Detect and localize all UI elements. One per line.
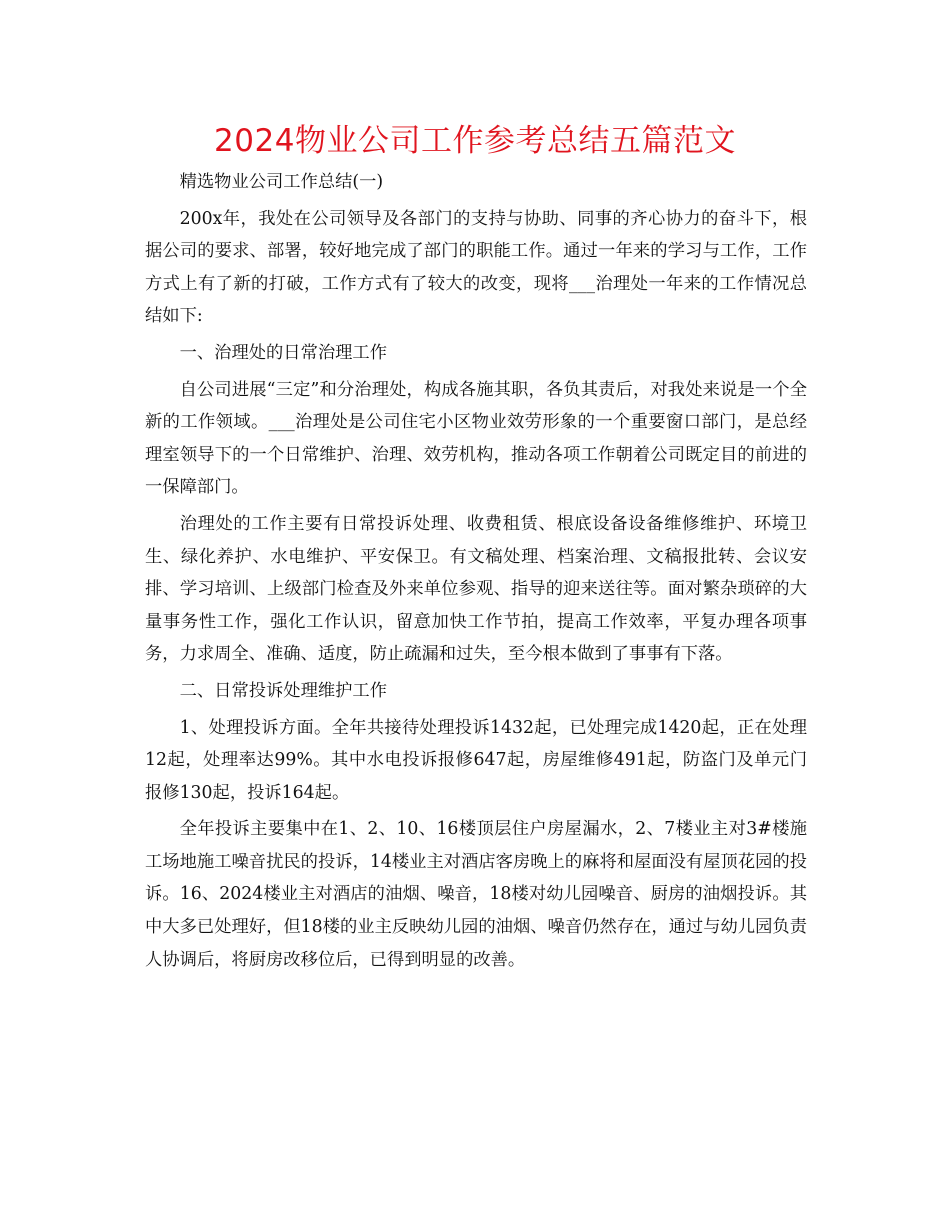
paragraph: 自公司进展“三定”和分治理处，构成各施其职，各负其责后，对我处来说是一个全新的工作领域。___治理处是公司住宅小区物业效劳形象的一个重要窗口部门，是总经理室领导下的一个日常维护、治理、效劳机构，推动各项工作朝着公司既定目的前进的一保障部门。 <box>145 379 807 498</box>
paragraph: 1、处理投诉方面。全年共接待处理投诉1432起，已处理完成1420起，正在处理12起，处理率达99%。其中水电投诉报修647起，房屋维修491起，防盗门及单元门报修130起，投诉164起。 <box>145 717 807 803</box>
section-heading: 二、日常投诉处理维护工作 <box>179 680 387 701</box>
document-title: 2024物业公司工作参考总结五篇范文 <box>214 123 736 159</box>
paragraph: 200x年，我处在公司领导及各部门的支持与协助、同事的齐心协力的奋斗下，根据公司的要求、部署，较好地完成了部门的职能工作。通过一年来的学习与工作，工作方式上有了新的打破，工作方式有了较大的改变，现将___治理处一年来的工作情况总结如下: <box>145 208 807 327</box>
section-heading: 精选物业公司工作总结(一) <box>179 172 384 192</box>
section-heading: 一、治理处的日常治理工作 <box>179 342 387 363</box>
paragraph: 全年投诉主要集中在1、2、10、16楼顶层住户房屋漏水，2、7楼业主对3#楼施工场地施工噪音扰民的投诉，14楼业主对酒店客房晚上的麻将和屋面没有屋顶花园的投诉。16、2024楼业主对酒店的油烟、噪音，18楼对幼儿园噪音、厨房的油烟投诉。其中大多已处理好，但18楼的业主反映幼儿园的油烟、噪音仍然存在，通过与幼儿园负责人协调后，将厨房改移位后，已得到明显的改善。 <box>145 819 807 970</box>
document-body <box>145 166 807 976</box>
paragraph: 治理处的工作主要有日常投诉处理、收费租赁、根底设备设备维修维护、环境卫生、绿化养护、水电维护、平安保卫。有文稿处理、档案治理、文稿报批转、会议安排、学习培训、上级部门检查及外来单位参观、指导的迎来送往等。面对繁杂琐碎的大量事务性工作，强化工作认识，留意加快工作节拍，提高工作效率，平复办理各项事务，力求周全、准确、适度，防止疏漏和过失，至今根本做到了事事有下落。 <box>145 513 807 665</box>
